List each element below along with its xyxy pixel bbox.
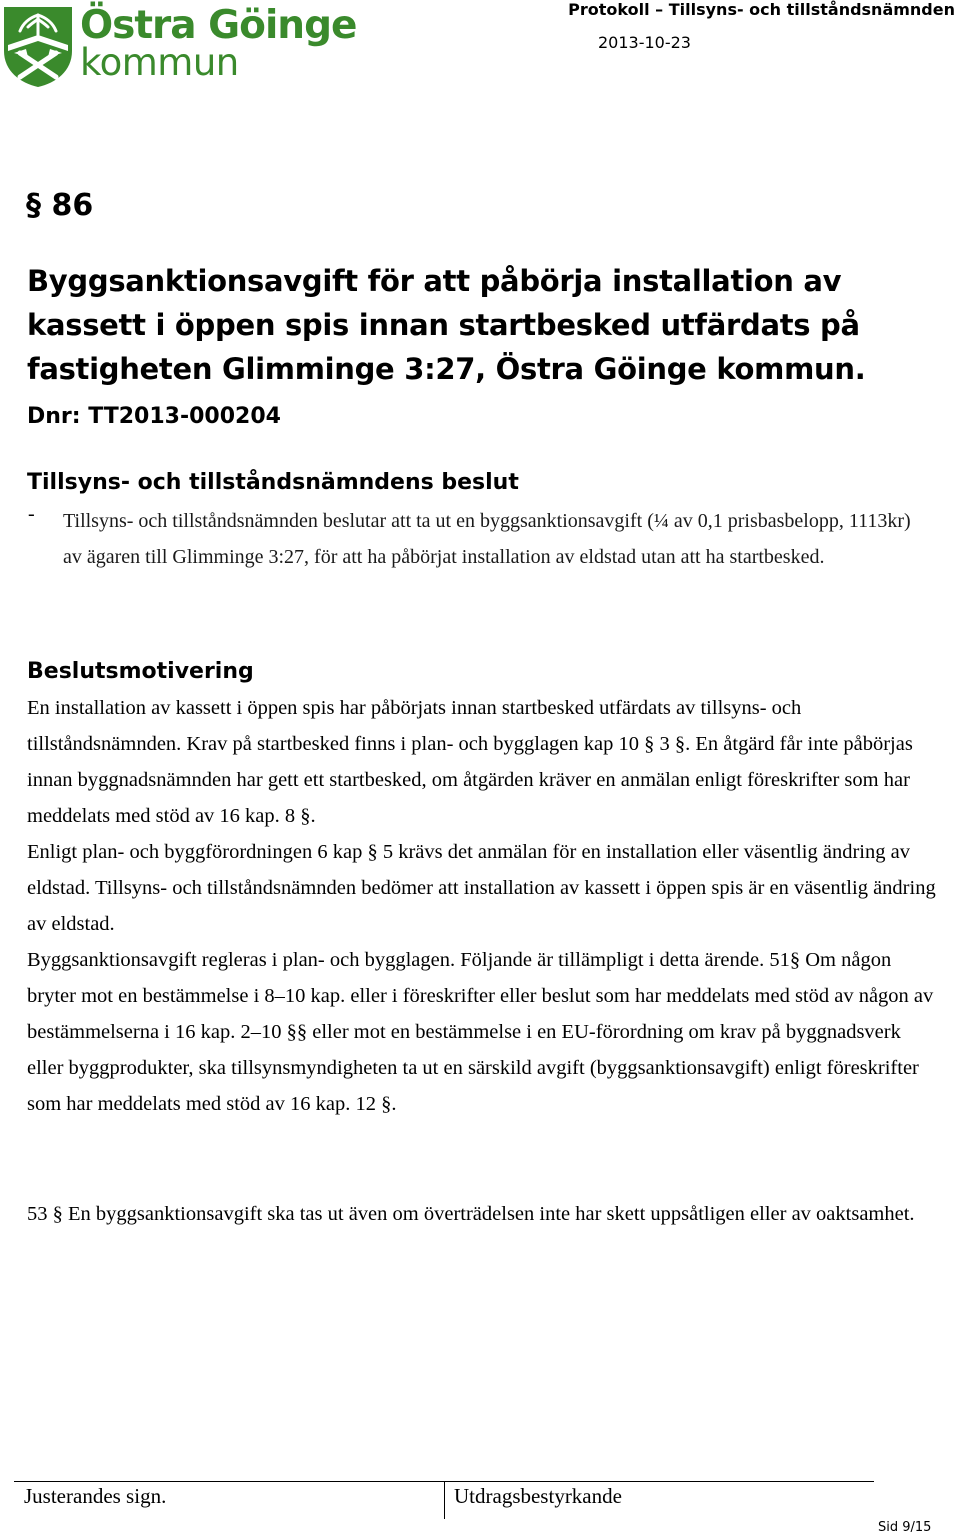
decision-heading: Tillsyns- och tillståndsnämndens beslut [27,470,519,495]
footer-signature-label: Justerandes sign. [24,1484,167,1508]
page-number: Sid 9/15 [878,1520,932,1535]
case-number: Dnr: TT2013-000204 [27,404,281,429]
logo-text-line2: kommun [80,41,239,84]
motivation-paragraph-3: Byggsanktionsavgift regleras i plan- och bygglagen. Följande är tillämpligt i detta ärende. 51§ Om någon bryter mot en bestämmelse i 8–10 kap. eller i föreskrifter eller beslut som har meddelats med stöd av någon av bestämmelserna i 16 kap. 2–10 §§ eller mot en bestämmelse i en EU-förordning om krav på byggnadsverk eller byggprodukter, ska tillsynsmyndigheten ta ut en särskild avgift (byggsanktionsavgift) enligt föreskrifter som har meddelats med stöd av 16 kap. 12 §. [27,949,934,1115]
decision-bullet: - [28,503,35,525]
decision-text: Tillsyns- och tillståndsnämnden beslutar att ta ut en byggsanktionsavgift (¼ av 0,1 prisbasbelopp, 1113kr) av ägaren till Glimminge 3:27, för att ha påbörjat installation av eldstad utan att ha startbesked. [63,510,911,568]
document-date: 2013-10-23 [598,33,691,52]
section-title: Byggsanktionsavgift för att påbörja installation av kassett i öppen spis innan startbesked utfärdats på fastigheten Glimminge 3:27, Östra Göinge kommun. [27,264,866,386]
coat-of-arms-icon [2,5,74,89]
footer-certification-label: Utdragsbestyrkande [454,1484,622,1508]
document-title: Protokoll – Tillsyns- och tillståndsnämnden [568,0,955,19]
motivation-paragraph-1: En installation av kassett i öppen spis har påbörjats innan startbesked utfärdats av tillsyns- och tillståndsnämnden. Krav på startbesked finns i plan- och bygglagen kap 10 § 3 §. En åtgärd får inte påbörjas innan byggnadsnämnden har gett ett startbesked, om åtgärden kräver en anmälan enligt föreskrifter som har meddelats med stöd av 16 kap. 8 §. [27,697,913,827]
footer-column-separator [444,1481,445,1519]
logo-text-line1: Östra Göinge [80,3,357,48]
section-number: § 86 [26,188,94,223]
motivation-paragraph-4: 53 § En byggsanktionsavgift ska tas ut även om överträdelsen inte har skett uppsåtligen eller av oaktsamhet. [27,1203,915,1225]
municipality-logo [0,3,357,91]
motivation-body [27,690,942,1122]
motivation-paragraph-2: Enligt plan- och byggförordningen 6 kap § 5 krävs det anmälan för en installation eller väsentlig ändring av eldstad. Tillsyns- och tillståndsnämnden bedömer att installation av kassett i öppen spis är en väsentlig ändring av eldstad. [27,841,936,935]
motivation-heading: Beslutsmotivering [27,659,254,684]
